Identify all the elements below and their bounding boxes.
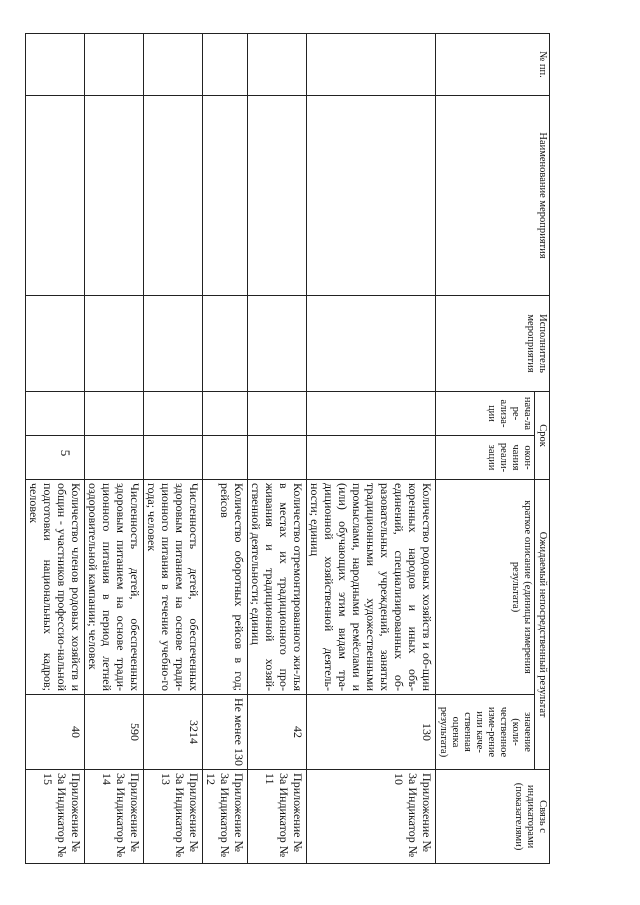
cell-num — [248, 34, 307, 96]
cell-result-desc: Численность детей, обеспеченных здоровым питанием на основе тради-ционного питания в период летней оздоровительной кампании; человек — [85, 480, 144, 695]
cell-result-desc: Количество родовых хозяйств и об-щин коренных народов и иных объ-единений, специализированных об-разовательных учреждений, занятых традиционными художественными промыслами, народными ремёслами и (или) обучающих этим видам тра-диционной хозяйственной деятель-ности; единиц — [307, 480, 436, 695]
cell-executor — [248, 296, 307, 392]
cell-term-end — [203, 436, 248, 480]
header-name: Наименование мероприятия — [436, 96, 550, 296]
cell-link: Приложение № 3а Индикатор № 10 — [307, 770, 436, 864]
table-row — [307, 34, 436, 864]
cell-result-value: 40 — [26, 695, 85, 770]
cell-name — [85, 96, 144, 296]
header-term: Срок — [535, 392, 550, 480]
header-result: Ожидаемый непосредственный результат — [535, 480, 550, 770]
cell-result-value: Не менее 130 — [203, 695, 248, 770]
cell-result-desc: Численность детей, обеспеченных здоровым питанием на основе тради-ционного питания в течение учебно-го года; человек — [144, 480, 203, 695]
table-row — [144, 34, 203, 864]
cell-term-end — [248, 436, 307, 480]
cell-term-start — [85, 392, 144, 436]
cell-name — [307, 96, 436, 296]
cell-term-start — [144, 392, 203, 436]
cell-link: Приложение № 3а Индикатор № 15 — [26, 770, 85, 864]
table-row — [85, 34, 144, 864]
cell-term-start — [248, 392, 307, 436]
header-link: Связь с индикаторами (показателями) — [436, 770, 550, 864]
cell-term-end — [144, 436, 203, 480]
cell-term-end — [307, 436, 436, 480]
cell-name — [26, 96, 85, 296]
cell-link: Приложение № 3а Индикатор № 13 — [144, 770, 203, 864]
cell-name — [144, 96, 203, 296]
cell-name — [203, 96, 248, 296]
header-result-value: значение (коли-чественное изме-рение или каче-ственная оценка результата) — [436, 695, 535, 770]
cell-link: Приложение № 3а Индикатор № 12 — [203, 770, 248, 864]
rotated-table-container — [27, 33, 550, 863]
cell-num — [144, 34, 203, 96]
table-header-row-1 — [535, 34, 550, 864]
measures-table — [25, 33, 550, 864]
header-term-start: нача-ла ре-ализа-ции — [436, 392, 535, 436]
header-executor: Исполнитель мероприятия — [436, 296, 550, 392]
cell-executor — [85, 296, 144, 392]
cell-num — [307, 34, 436, 96]
cell-result-value: 3214 — [144, 695, 203, 770]
cell-link: Приложение № 3а Индикатор № 11 — [248, 770, 307, 864]
cell-num — [203, 34, 248, 96]
cell-result-desc: Количество оборотных рейсов в год; рейсов — [203, 480, 248, 695]
cell-executor — [307, 296, 436, 392]
cell-term-start — [203, 392, 248, 436]
cell-term-end — [26, 436, 85, 480]
cell-result-value: 130 — [307, 695, 436, 770]
cell-executor — [203, 296, 248, 392]
cell-result-value: 42 — [248, 695, 307, 770]
cell-term-start — [307, 392, 436, 436]
cell-link: Приложение № 3а Индикатор № 14 — [85, 770, 144, 864]
cell-executor — [144, 296, 203, 392]
page-number: 5 — [58, 449, 73, 457]
cell-term-start — [26, 392, 85, 436]
cell-num — [85, 34, 144, 96]
cell-name — [248, 96, 307, 296]
header-result-desc: краткое описание (единицы измерения результата) — [436, 480, 535, 695]
cell-executor — [26, 296, 85, 392]
cell-num — [26, 34, 85, 96]
header-num: № пп. — [436, 34, 550, 96]
cell-result-desc: Количество отремонтированного жи-лья в местах их традиционного про-живания и традиционной хозяй-ственной деятельности; единиц — [248, 480, 307, 695]
header-term-end: окон-чания реали-зации — [436, 436, 535, 480]
cell-term-end — [85, 436, 144, 480]
cell-result-value: 590 — [85, 695, 144, 770]
table-row — [26, 34, 85, 864]
table-row — [248, 34, 307, 864]
table-row — [203, 34, 248, 864]
cell-result-desc: Количество членов родовых хозяйств и общин - участников профессио-нальной подготовки национальных кадров; человек — [26, 480, 85, 695]
